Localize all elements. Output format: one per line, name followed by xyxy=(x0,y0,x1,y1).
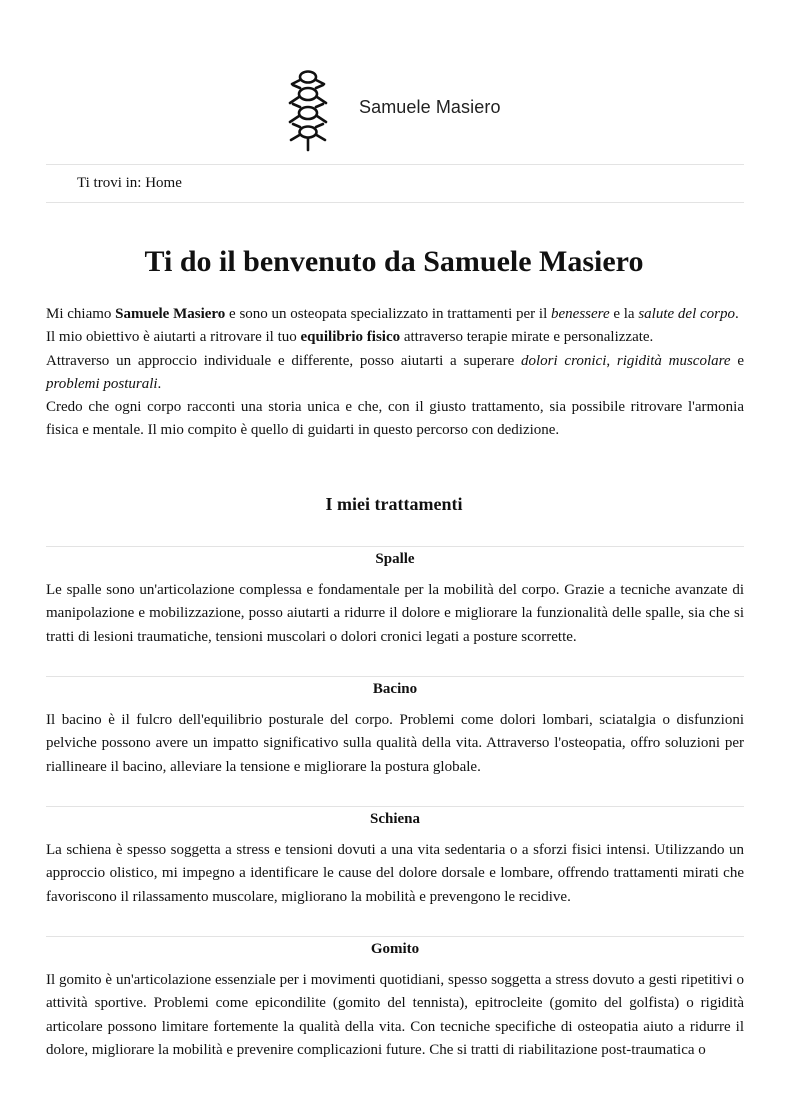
page-title: Ti do il benvenuto da Samuele Masiero xyxy=(144,245,644,278)
breadcrumb-home-link[interactable]: Home xyxy=(145,175,182,191)
intro-paragraph: Il mio obiettivo è aiutarti a ritrovare il tuo equilibrio fisico attraverso terapie mirate e personalizzate. xyxy=(46,329,654,346)
treatment-text: La schiena è spesso soggetta a stress e tensioni dovuti a una vita sedentaria o a sforzi fisici intensi. Utilizzando un approccio olistico, mi impegno a identificare le cause del dolore dorsale e lombare, offrendo trattamenti mirati che favoriscono il rilassamento muscolare, migliorano la mobilità e prevengono le recidive. xyxy=(46,842,744,905)
treatments-heading: I miei trattamenti xyxy=(325,494,463,514)
treatment-title: Schiena xyxy=(369,811,420,827)
divider xyxy=(46,164,744,165)
spine-vertebrae-icon[interactable] xyxy=(286,68,330,152)
treatment-text: Il gomito è un'articolazione essenziale per i movimenti quotidiani, spesso soggetta a stress dovuto a gesti ripetitivi o attività sportive. Problemi come epicondilite (gomito del tennista), epitrocleite (gomito del golfista) o rigidità articolare possono limitare fortemente la qualità della vita. Con tecniche specifiche di osteopatia aiuto a ridurre il dolore, migliorare la mobilità e prevenire complicazioni future. Che si tratti di riabilitazione post-traumatica o xyxy=(46,972,744,1058)
treatment-title: Gomito xyxy=(370,941,420,957)
site-header xyxy=(0,60,788,160)
breadcrumb-prefix: Ti trovi in: xyxy=(77,175,146,191)
breadcrumb xyxy=(77,175,182,192)
treatment-schiena xyxy=(46,807,744,909)
treatment-spalle xyxy=(46,547,744,649)
divider xyxy=(46,202,744,203)
treatment-bacino xyxy=(46,677,744,779)
treatment-text: Il bacino è il fulcro dell'equilibrio posturale del corpo. Problemi come dolori lombari, sciatalgia o disfunzioni pelviche possono avere un impatto significativo sulla qualità della vita. Attraverso l'osteopatia, offro soluzioni per riallineare il bacino, alleviare la tensione e migliorare la postura globale. xyxy=(46,712,744,775)
intro-paragraph: Mi chiamo Samuele Masiero e sono un osteopata specializzato in trattamenti per il benessere e la salute del corpo. xyxy=(46,306,739,322)
treatment-text: Le spalle sono un'articolazione complessa e fondamentale per la mobilità del corpo. Grazie a tecniche avanzate di manipolazione e mobilizzazione, posso aiutarti a ridurre il dolore e migliorare la funzionalità delle spalle, sia che si tratti di lesioni traumatiche, tensioni muscolari o dolori cronici legati a posture scorrette. xyxy=(46,582,744,645)
treatment-title: Spalle xyxy=(375,551,415,567)
site-name[interactable]: Samuele Masiero xyxy=(359,97,501,117)
intro-paragraph: Attraverso un approccio individuale e differente, posso aiutarti a superare dolori cronici, rigidità muscolare e problemi posturali. xyxy=(46,352,744,392)
treatment-title: Bacino xyxy=(372,681,418,697)
intro-text xyxy=(46,303,744,443)
intro-paragraph: Credo che ogni corpo racconti una storia unica e che, con il giusto trattamento, sia possibile ritrovare l'armonia fisica e mentale. Il mio compito è quello di guidarti in questo percorso con dedizione. xyxy=(46,399,744,439)
treatment-gomito xyxy=(46,937,744,1062)
